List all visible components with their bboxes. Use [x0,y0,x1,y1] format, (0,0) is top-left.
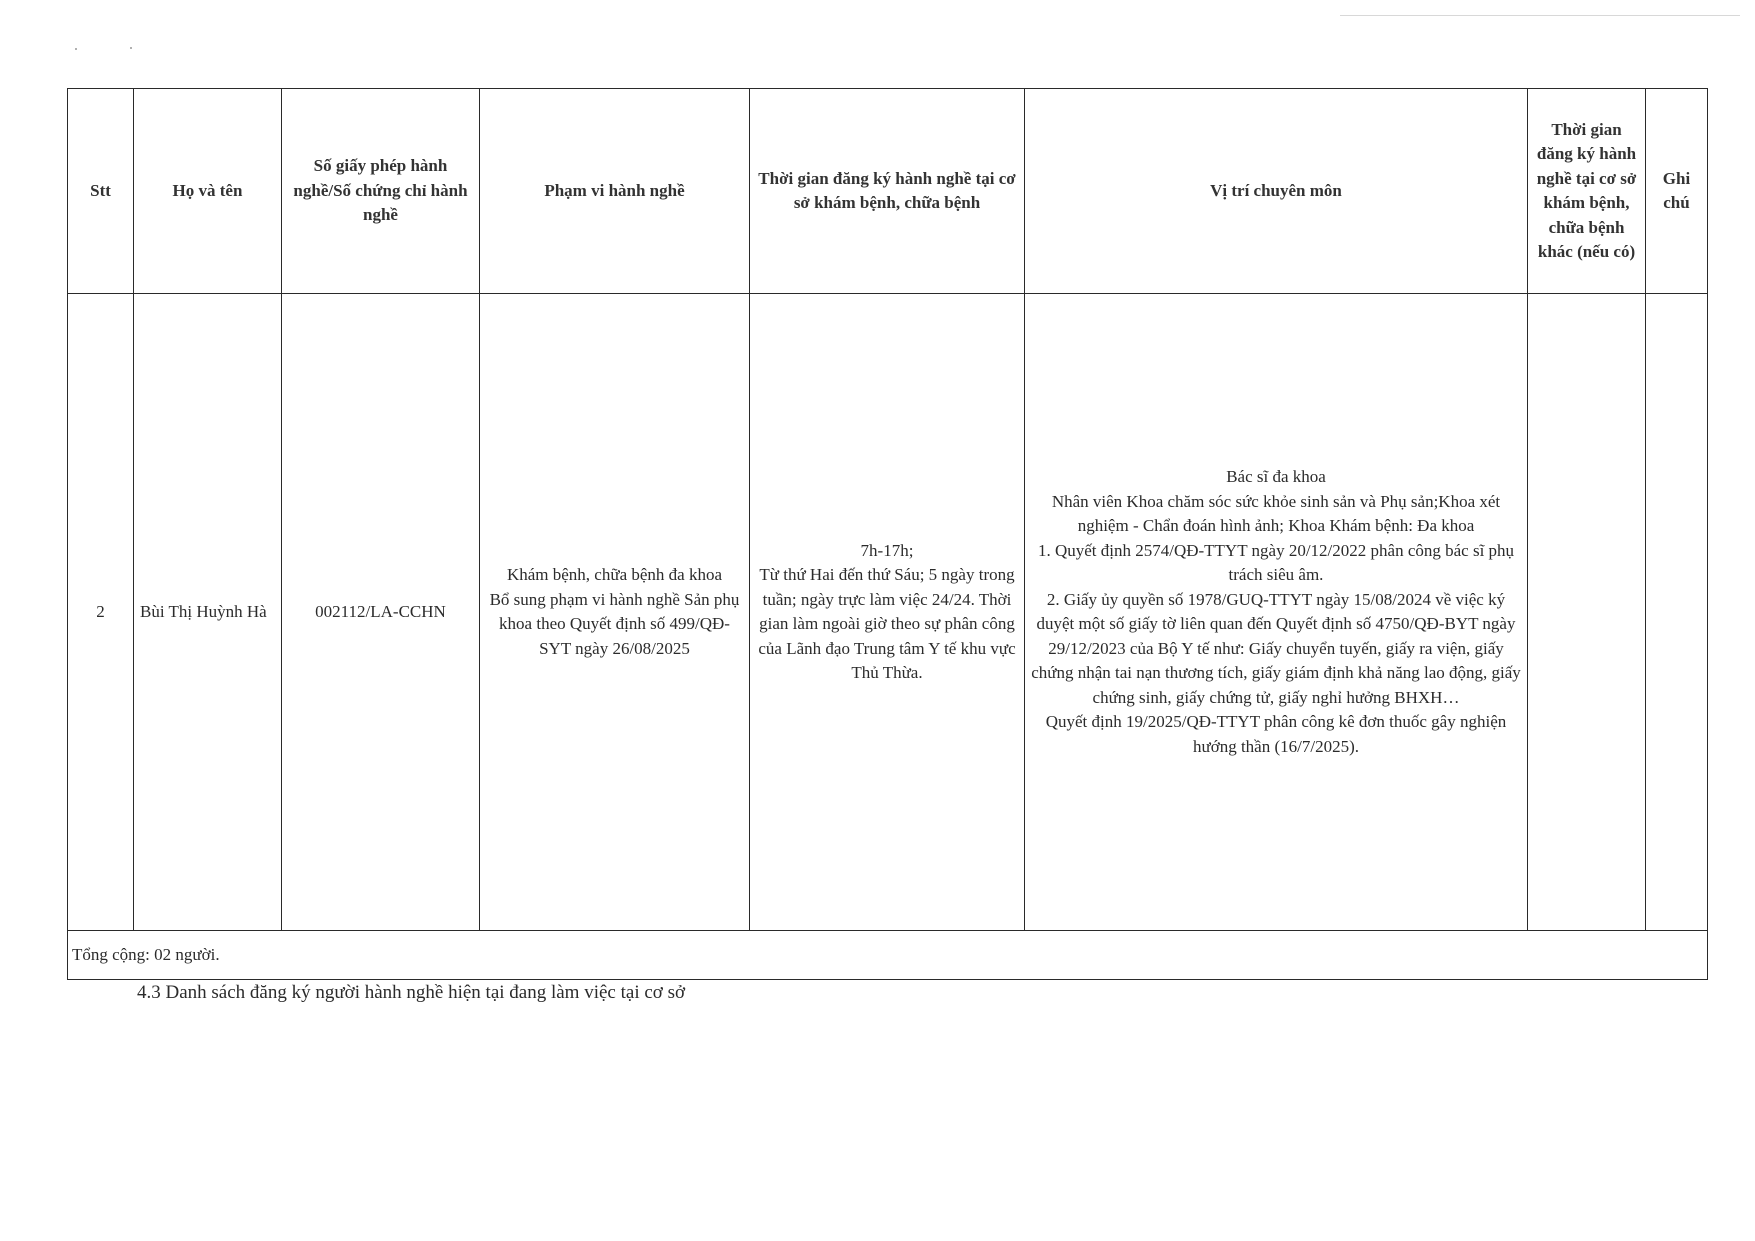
table-total-row [68,931,1708,980]
cell-time: 7h-17h; Từ thứ Hai đến thứ Sáu; 5 ngày trong tuần; ngày trực làm việc 24/24. Thời gian làm ngoài giờ theo sự phân công của Lãnh đạo Trung tâm Y tế khu vực Thủ Thừa. [750,294,1025,931]
table-header-row [68,89,1708,294]
header-license: Số giấy phép hành nghề/Số chứng chỉ hành nghề [282,89,480,294]
header-other-time: Thời gian đăng ký hành nghề tại cơ sở khám bệnh, chữa bệnh khác (nếu có) [1528,89,1646,294]
header-time: Thời gian đăng ký hành nghề tại cơ sở khám bệnh, chữa bệnh [750,89,1025,294]
table-row [68,294,1708,931]
cell-other-time [1528,294,1646,931]
cell-note [1646,294,1708,931]
header-position: Vị trí chuyên môn [1025,89,1528,294]
header-note: Ghi chú [1646,89,1708,294]
scan-speck [75,48,77,50]
total-count: Tổng cộng: 02 người. [68,931,1708,980]
practitioner-table [67,88,1708,980]
cell-name: Bùi Thị Huỳnh Hà [134,294,282,931]
cell-stt: 2 [68,294,134,931]
cell-license: 002112/LA-CCHN [282,294,480,931]
header-name: Họ và tên [134,89,282,294]
cell-position: Bác sĩ đa khoa Nhân viên Khoa chăm sóc sức khỏe sinh sản và Phụ sản;Khoa xét nghiệm - Chẩn đoán hình ảnh; Khoa Khám bệnh: Đa khoa 1. Quyết định 2574/QĐ-TTYT ngày 20/12/2022 phân công bác sĩ phụ trách siêu âm. 2. Giấy ủy quyền số 1978/GUQ-TTYT ngày 15/08/2024 về việc ký duyệt một số giấy tờ liên quan đến Quyết định số 4750/QĐ-BYT ngày 29/12/2023 của Bộ Y tế như: Giấy chuyển tuyến, giấy ra viện, giấy chứng nhận tai nạn thương tích, giấy giám định khả năng lao động, giấy chứng sinh, giấy chứng tử, giấy nghỉ hưởng BHXH… Quyết định 19/2025/QĐ-TTYT phân công kê đơn thuốc gây nghiện hướng thần (16/7/2025). [1025,294,1528,931]
scan-artifact-line [1340,15,1740,16]
header-stt: Stt [68,89,134,294]
scan-speck [130,47,132,49]
header-scope: Phạm vi hành nghề [480,89,750,294]
section-heading-4-3: 4.3 Danh sách đăng ký người hành nghề hiện tại đang làm việc tại cơ sở [137,982,686,1003]
cell-scope: Khám bệnh, chữa bệnh đa khoa Bổ sung phạm vi hành nghề Sản phụ khoa theo Quyết định số 499/QĐ-SYT ngày 26/08/2025 [480,294,750,931]
